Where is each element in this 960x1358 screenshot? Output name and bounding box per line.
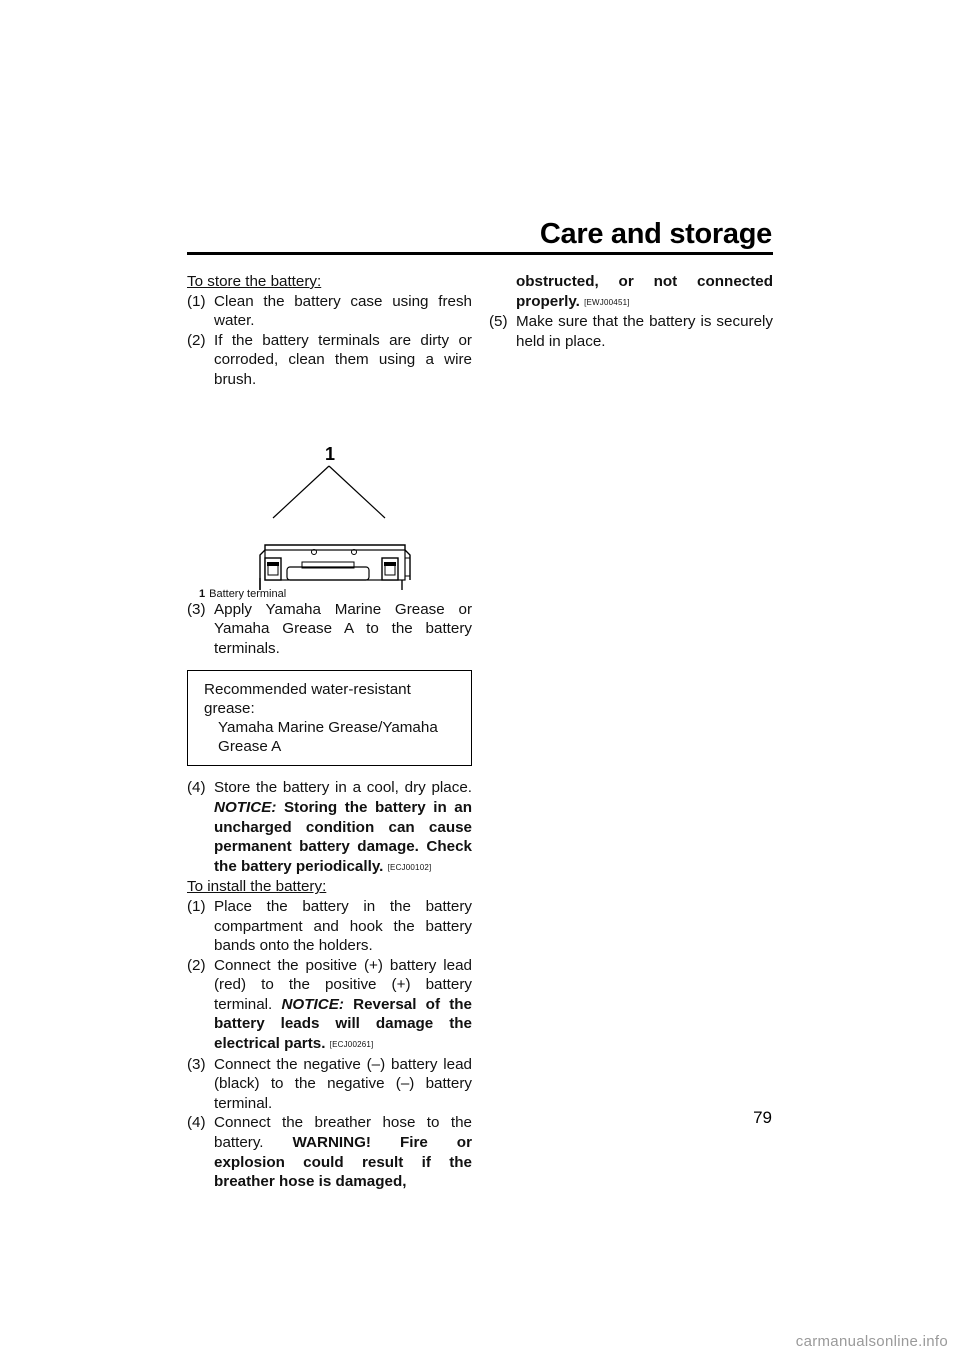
step-text: Store the battery in a cool, dry place.	[214, 779, 472, 797]
store-step-3	[187, 600, 472, 659]
install-step-3	[187, 1055, 472, 1114]
page-number: 79	[753, 1108, 772, 1127]
step-text: Apply Yamaha Marine Grease or Yamaha Grease A to the battery terminals.	[214, 600, 472, 657]
plus-sign	[386, 587, 397, 590]
install-step-4	[187, 1113, 472, 1191]
warning-text: obstructed, or not connected properly.	[516, 273, 773, 310]
notice-code: [ECJ00261]	[329, 1040, 374, 1050]
install-battery-heading: To install the battery:	[187, 878, 327, 896]
step-text: Connect the positive (+) battery lead (red) to the positive (+) battery terminal.	[214, 956, 472, 1013]
step-number: (2)	[187, 331, 206, 349]
step-text: Connect the breather hose to the battery.	[214, 1114, 472, 1152]
install-step-1	[187, 897, 472, 956]
spec-value: Yamaha Marine Grease/Yamaha Grease A	[218, 719, 438, 756]
battery-illustration	[187, 400, 472, 590]
step-text: Clean the battery case using fresh water.	[214, 292, 472, 330]
right-column	[489, 272, 773, 351]
notice-label: NOTICE:	[281, 995, 344, 1013]
caption-text: Battery terminal	[209, 587, 287, 600]
step-number: (3)	[187, 600, 206, 618]
warning-text: WARNING! Fire or explosion could result if the breather hose is damaged,	[214, 1134, 472, 1191]
step-number: (2)	[187, 956, 206, 974]
store-step-1	[187, 292, 472, 331]
notice-text: Storing the battery in an uncharged condition can cause permanent battery damage. Check the battery periodically.	[214, 798, 472, 875]
step-number: (3)	[187, 1055, 206, 1073]
store-battery-heading: To store the battery:	[187, 273, 322, 290]
store-step-2	[187, 331, 472, 390]
step-text: If the battery terminals are dirty or corroded, clean them using a wire brush.	[214, 331, 472, 388]
step-number: (4)	[187, 1114, 206, 1132]
step-number: (5)	[489, 313, 508, 331]
step-text: Connect the negative (–) battery lead (black) to the negative (–) battery terminal.	[214, 1055, 472, 1112]
notice-text: Reversal of the battery leads will damage the electrical parts.	[214, 995, 472, 1053]
notice-code: [ECJ00102]	[387, 862, 432, 872]
step-number: (1)	[187, 897, 206, 915]
callout-number: 1	[325, 443, 336, 464]
watermark: carmanualsonline.info	[795, 1333, 948, 1350]
battery-terminal-figure	[187, 400, 472, 600]
warning-continuation	[489, 272, 773, 312]
header-divider	[187, 252, 773, 255]
store-step-4	[187, 778, 472, 877]
warning-code: [EWJ00451]	[584, 297, 630, 307]
install-step-2	[187, 956, 472, 1055]
notice-label: NOTICE:	[214, 798, 277, 816]
install-step-5	[489, 312, 773, 351]
step-number: (1)	[187, 292, 206, 310]
left-column	[187, 272, 472, 1192]
step-number: (4)	[187, 779, 206, 797]
page-title: Care and storage	[539, 218, 772, 250]
spec-label: Recommended water-resistant grease:	[204, 681, 411, 718]
step-text: Place the battery in the battery compartment and hook the battery bands onto the holders.	[214, 897, 472, 955]
step-text: Make sure that the battery is securely held in place.	[516, 313, 773, 350]
caption-number: 1	[199, 587, 206, 600]
recommended-grease-box	[187, 670, 472, 766]
